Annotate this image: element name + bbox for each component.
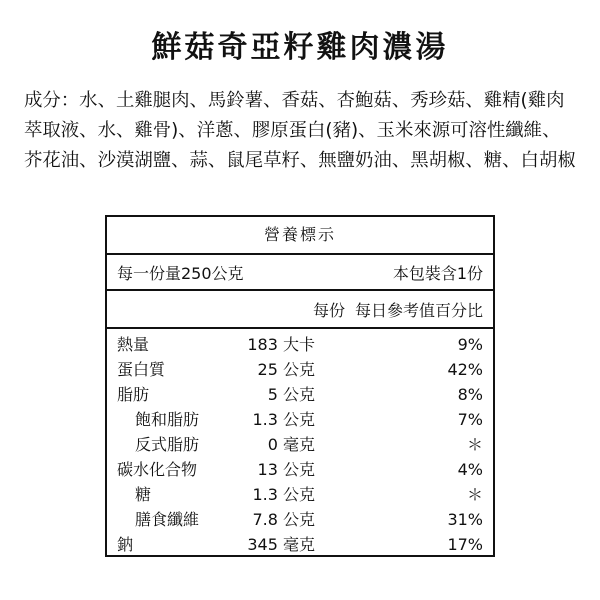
nutrient-name: 飽和脂肪 [135, 410, 200, 429]
column-header-row [107, 291, 493, 329]
nutrient-daily-value: 4% [457, 460, 483, 479]
nutrient-daily-value: ＊ [466, 435, 483, 454]
nutrient-daily-value: 9% [457, 335, 483, 354]
nutrient-daily-value: 17% [447, 535, 483, 554]
ingredients-text: 成分：水、土雞腿肉、馬鈴薯、香菇、杏鮑菇、秀珍菇、雞精(雞肉萃取液、水、雞骨)、洋蔥、膠原蛋白(豬)、玉米來源可溶性纖維、芥花油、沙漠湖鹽、蒜、鼠尾草籽、無鹽奶油、黑胡椒、糖、白胡椒 [24, 90, 576, 171]
nutrient-row-carbohydrate [107, 457, 493, 482]
nutrient-daily-value: ＊ [466, 485, 483, 504]
nutrient-row-saturated-fat [107, 407, 493, 432]
nutrient-row-calories [107, 332, 493, 357]
daily-value-header: 每日參考值百分比 [354, 300, 483, 320]
product-title: 鮮菇奇亞籽雞肉濃湯 [151, 30, 449, 65]
serving-size: 每一份量250公克 [117, 263, 244, 283]
nutrient-amount: 345 毫克 [247, 535, 315, 554]
nutrient-daily-value: 42% [447, 360, 483, 379]
nutrient-name: 熱量 [117, 335, 150, 354]
nutrition-heading: 營養標示 [107, 217, 493, 255]
nutrient-name: 鈉 [117, 535, 134, 554]
nutrient-daily-value: 8% [457, 385, 483, 404]
servings-per-pack: 本包裝含1份 [392, 263, 483, 283]
nutrient-row-trans-fat [107, 432, 493, 457]
nutrient-amount: 1.3 公克 [252, 410, 315, 429]
nutrient-name: 膳食纖維 [135, 510, 200, 529]
nutrient-name: 蛋白質 [117, 360, 166, 379]
nutrient-row-sugar [107, 482, 493, 507]
per-serving-header: 每份 [312, 300, 345, 320]
nutrient-name: 脂肪 [117, 385, 150, 404]
nutrient-row-sodium [107, 532, 493, 557]
nutrient-daily-value: 31% [447, 510, 483, 529]
serving-info-row [107, 255, 493, 291]
nutrient-list [107, 329, 493, 557]
nutrient-amount: 0 毫克 [267, 435, 315, 454]
nutrition-facts-panel [105, 215, 495, 557]
nutrient-amount: 25 公克 [257, 360, 315, 379]
nutrient-amount: 7.8 公克 [252, 510, 315, 529]
nutrient-name: 糖 [135, 485, 152, 504]
nutrient-row-fat [107, 382, 493, 407]
nutrient-name: 碳水化合物 [117, 460, 198, 479]
nutrient-row-protein [107, 357, 493, 382]
nutrient-amount: 1.3 公克 [252, 485, 315, 504]
nutrient-row-dietary-fiber [107, 507, 493, 532]
nutrient-amount: 13 公克 [257, 460, 315, 479]
nutrient-amount: 5 公克 [267, 385, 315, 404]
nutrient-name: 反式脂肪 [135, 435, 200, 454]
nutrient-amount: 183 大卡 [247, 335, 315, 354]
nutrient-daily-value: 7% [457, 410, 483, 429]
